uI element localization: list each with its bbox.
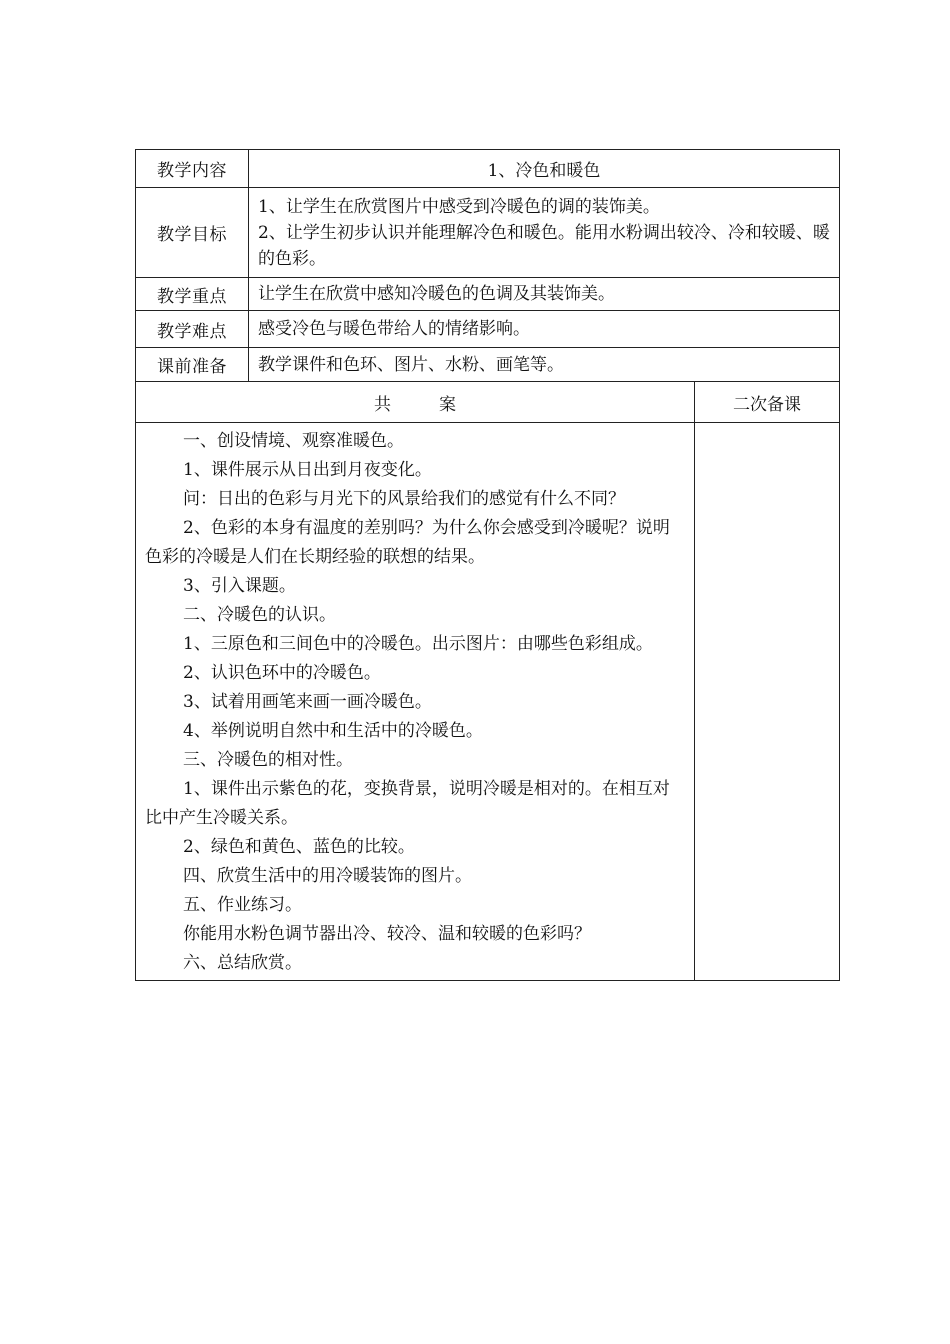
header-second-prep: 二次备课 (695, 382, 840, 423)
value-content: 1、冷色和暖色 (249, 150, 840, 188)
plan-line: 2、认识色环中的冷暖色。 (183, 663, 381, 683)
plan-line: 问：日出的色彩与月光下的风景给我们的感觉有什么不同？ (183, 489, 625, 509)
shared-plan-body (136, 423, 695, 981)
header-shared-plan (136, 382, 695, 423)
plan-line: 3、引入课题。 (183, 576, 296, 596)
row-key-point (136, 278, 840, 311)
label-preparation: 课前准备 (136, 348, 249, 382)
plan-line: 五、作业练习。 (183, 895, 302, 915)
lesson-plan-table (135, 149, 840, 981)
plan-line: 二、冷暖色的认识。 (183, 605, 336, 625)
second-prep-body (695, 423, 840, 981)
goal-line-2: 2、让学生初步认识并能理解冷色和暖色。能用水粉调出较冷、冷和较暖、暖的色彩。 (258, 222, 830, 269)
value-goal (249, 188, 840, 278)
label-goal: 教学目标 (136, 188, 249, 278)
goal-line-1: 1、让学生在欣赏图片中感受到冷暖色的调的装饰美。 (258, 196, 660, 217)
lesson-plan-sheet (135, 149, 839, 981)
row-difficulty (136, 311, 840, 348)
header-shared-plan-b: 案 (439, 394, 456, 415)
plan-line: 四、欣赏生活中的用冷暖装饰的图片。 (183, 866, 472, 886)
value-difficulty: 感受冷色与暖色带给人的情绪影响。 (249, 311, 840, 348)
label-content: 教学内容 (136, 150, 249, 188)
plan-line: 1、课件出示紫色的花，变换背景，说明冷暖是相对的。在相互对比中产生冷暖关系。 (145, 779, 670, 828)
plan-line: 三、冷暖色的相对性。 (183, 750, 353, 770)
row-preparation (136, 348, 840, 382)
plan-line: 4、举例说明自然中和生活中的冷暖色。 (183, 721, 483, 741)
label-key-point: 教学重点 (136, 278, 249, 311)
row-goal (136, 188, 840, 278)
row-section-headers (136, 382, 840, 423)
plan-line: 3、试着用画笔来画一画冷暖色。 (183, 692, 432, 712)
value-preparation: 教学课件和色环、图片、水粉、画笔等。 (249, 348, 840, 382)
plan-line: 2、色彩的本身有温度的差别吗？为什么你会感受到冷暖呢？说明色彩的冷暖是人们在长期经验的联想的结果。 (145, 518, 670, 567)
plan-line: 1、三原色和三间色中的冷暖色。出示图片：由哪些色彩组成。 (183, 634, 653, 654)
header-shared-plan-a: 共 (374, 394, 391, 415)
row-plan-body (136, 423, 840, 981)
plan-line: 2、绿色和黄色、蓝色的比较。 (183, 837, 415, 857)
value-key-point: 让学生在欣赏中感知冷暖色的色调及其装饰美。 (249, 278, 840, 311)
plan-line: 你能用水粉色调节器出冷、较冷、温和较暖的色彩吗？ (183, 924, 591, 944)
row-content (136, 150, 840, 188)
plan-line: 1、课件展示从日出到月夜变化。 (183, 460, 432, 480)
plan-line: 一、创设情境、观察准暖色。 (183, 431, 404, 451)
plan-line: 六、总结欣赏。 (183, 953, 302, 973)
label-difficulty: 教学难点 (136, 311, 249, 348)
